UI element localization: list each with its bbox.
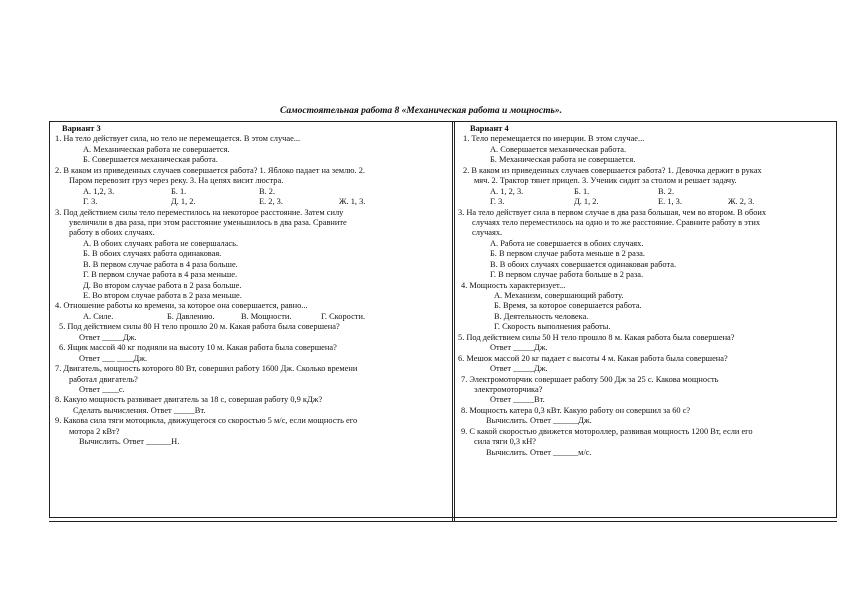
v4-q8-text: 8. Мощность катера 0,3 кВт. Какую работу он совершил за 60 с?	[461, 405, 691, 415]
v3-q2-option: Е. 2, 3.	[259, 197, 283, 207]
variant-4-header: Вариант 4	[470, 124, 509, 133]
v3-q7-answer: Ответ ____с.	[79, 384, 125, 394]
v3-q4-option: Г. Скорости.	[321, 311, 366, 321]
v4-q9-text-line1: 9. С какой скоростью движется мотороллер, развивая мощность 1200 Вт, если его	[461, 426, 753, 436]
v4-q2-option: Ж. 2, 3.	[728, 197, 755, 207]
v4-q2-option: Е. 1, 3.	[658, 197, 682, 207]
v3-q1-text: 1. На тело действует сила, но тело не перемещается. В этом случае...	[55, 134, 301, 144]
v4-q2-options-row2	[458, 197, 830, 207]
v4-q4-text: 4. Мощность характеризует...	[461, 280, 566, 290]
v4-q2-text-line2: мяч. 2. Трактор тянет прицеп. 3. Ученик сидит за столом и решает задачу.	[474, 176, 737, 186]
v3-q3-text-line1: 3. Под действием силы тело переместилось на некоторое расстояние. Затем силу	[55, 207, 344, 217]
v4-q3-option-d: Г. В первом случае работа больше в 2 раза.	[490, 270, 644, 280]
v3-q2-option: Б. 1.	[171, 186, 187, 196]
v4-q4-option-d: Г. Скорость выполнения работы.	[494, 322, 611, 332]
v3-q5-text: 5. Под действием силы 80 Н тело прошло 20 м. Какая работа была совершена?	[59, 322, 340, 332]
v3-q4-option: В. Мощности.	[241, 311, 292, 321]
v4-q8-answer: Вычислить. Ответ ______Дж.	[486, 416, 592, 426]
v3-q3-option-a: А. В обоих случаях работа не совершалась.	[83, 238, 239, 248]
v3-q3-option-c: В. В первом случае работа в 4 раза больше.	[83, 259, 238, 269]
v3-q4-text: 4. Отношение работы ко времени, за которое она совершается, равно...	[55, 301, 308, 311]
v3-q8-answer: Сделать вычисления. Ответ _____Вт.	[73, 405, 206, 415]
v3-q2-options-row2	[55, 197, 448, 207]
v3-q6-text: 6. Ящик массой 40 кг подняли на высоту 10 м. Какая работа была совершена?	[59, 343, 337, 353]
table-bottom-rule	[49, 521, 837, 522]
v4-q6-text: 6. Мешок массой 20 кг падает с высоты 4 м. Какая работа была совершена?	[458, 353, 728, 363]
v3-q9-text-line2: мотора 2 кВт?	[69, 426, 120, 436]
v3-q2-option: В. 2.	[259, 186, 276, 196]
v3-q4-option: А. Силе.	[83, 311, 114, 321]
v4-q5-answer: Ответ _____Дж.	[490, 343, 548, 353]
v4-q3-option-a: А. Работа не совершается в обоих случаях.	[490, 238, 644, 248]
v3-q1-option-b: Б. Совершается механическая работа.	[83, 155, 218, 165]
v3-q3-option-f: Е. Во втором случае работа в 2 раза меньше.	[83, 291, 242, 300]
v3-q9-answer: Вычислить. Ответ ______Н.	[79, 437, 180, 447]
v4-q2-text-line1: 2. В каком из приведенных случаев совершается работа? 1. Девочка держит в руках	[463, 165, 762, 175]
v3-q4-options-row	[55, 312, 448, 322]
v3-q2-option: А. 1,2, 3.	[83, 186, 115, 196]
v4-q3-text-line1: 3. На тело действует сила в первом случае в два раза большая, чем во втором. В обоих	[458, 207, 767, 217]
v4-q2-option: Д. 1, 2.	[574, 197, 599, 207]
v3-q3-option-b: Б. В обоих случаях работа одинаковая.	[83, 249, 222, 259]
v4-q4-option-c: В. Деятельность человека.	[494, 311, 589, 321]
v3-q2-text-line1: 2. В каком из приведенных случаев совершается работа? 1. Яблоко падает на землю. 2.	[55, 165, 365, 175]
v3-q3-option-d: Г. В первом случае работа в 4 раза меньше.	[83, 270, 238, 280]
v4-q6-answer: Ответ _____Дж.	[490, 364, 548, 374]
v3-q2-text-line2: Паром перевозит груз через реку. 3. На цепях висит люстра.	[69, 176, 284, 186]
v4-q2-option: А. 1, 2, 3.	[490, 186, 524, 196]
v4-q4-option-b: Б. Время, за которое совершается работа.	[494, 301, 642, 311]
v4-q1-option-b: Б. Механическая работа не совершается.	[490, 155, 636, 165]
v4-q5-text: 5. Под действием силы 50 Н тело прошло 8 м. Какая работа была совершена?	[458, 332, 735, 342]
v4-q7-text-line2: электромоторчика?	[474, 384, 543, 394]
v4-q9-answer: Вычислить. Ответ ______м/с.	[486, 447, 592, 457]
variant-3-column	[55, 124, 448, 448]
variant-4-column	[458, 124, 830, 458]
v3-q7-text-line2: работал двигатель?	[69, 374, 138, 384]
v3-q7-text-line1: 7. Двигатель, мощность которого 80 Вт, совершил работу 1600 Дж. Сколько времени	[55, 364, 358, 374]
variant-3-header: Вариант 3	[62, 124, 101, 133]
v4-q7-text-line1: 7. Электромоторчик совершает работу 500 Дж за 25 с. Какова мощность	[461, 374, 719, 384]
v3-q2-option: Г. 3.	[83, 197, 98, 207]
v4-q7-answer: Ответ _____Вт.	[490, 395, 545, 405]
v3-q2-options-row1	[55, 187, 448, 197]
v3-q3-text-line3: работу в обоих случаях.	[69, 228, 155, 238]
v4-q3-option-b: Б. В первом случае работа меньше в 2 раза.	[490, 249, 645, 259]
v3-q9-text-line1: 9. Какова сила тяги мотоцикла, движущегося со скоростью 5 м/с, если мощность его	[55, 416, 358, 426]
v3-q4-option: Б. Давлению.	[167, 311, 215, 321]
v3-q6-answer: Ответ ___ ____Дж.	[79, 353, 148, 363]
column-divider	[452, 121, 455, 521]
v4-q3-option-c: В. В обоих случаях совершается одинаковая работа.	[490, 259, 677, 269]
v4-q2-options-row1	[458, 187, 830, 197]
v4-q2-option: Г. 3.	[490, 197, 505, 207]
v4-q4-option-a: А. Механизм, совершающий работу.	[494, 291, 624, 300]
v3-q1-option-a: А. Механическая работа не совершается.	[83, 144, 230, 154]
v3-q3-option-e: Д. Во втором случае работа в 2 раза больше.	[83, 280, 242, 290]
v4-q1-option-a: А. Совершается механическая работа.	[490, 144, 627, 154]
v3-q2-option: Ж. 1, 3.	[339, 197, 366, 207]
v4-q1-text: 1. Тело перемещается по инерции. В этом случае...	[463, 134, 645, 144]
v3-q3-text-line2: увеличили в два раза, при этом расстояние уменьшилось в два раза. Сравните	[69, 217, 347, 227]
worksheet-title: Самостоятельная работа 8 «Механическая работа и мощность».	[280, 106, 562, 116]
v4-q9-text-line2: сила тяги 0,3 кН?	[474, 437, 536, 447]
v4-q3-text-line3: случаях.	[472, 228, 503, 238]
v3-q8-text: 8. Какую мощность развивает двигатель за 18 с, совершая работу 0,9 кДж?	[55, 395, 323, 405]
v4-q3-text-line2: случаях тело переместилось на одно и то же расстояние. Сравните работу в этих	[472, 217, 761, 227]
v3-q5-answer: Ответ _____Дж.	[79, 332, 137, 342]
v4-q2-option: Б. 1.	[574, 186, 590, 196]
v4-q2-option: В. 2.	[658, 186, 675, 196]
v3-q2-option: Д. 1, 2.	[171, 197, 196, 207]
